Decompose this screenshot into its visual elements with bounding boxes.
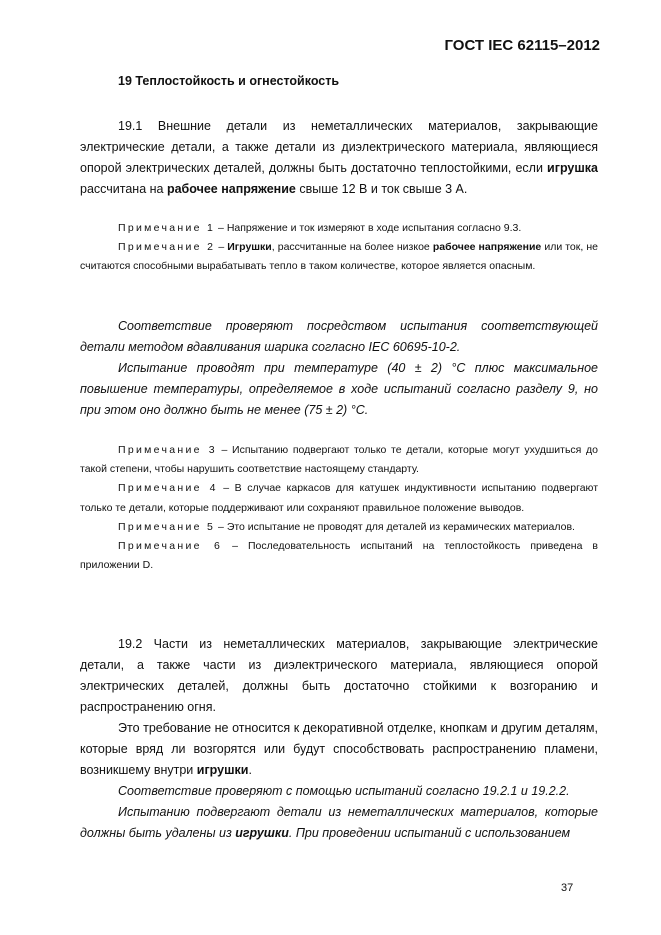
note-5: Примечание 5 – Это испытание не проводят для деталей из керамических материалов.	[118, 520, 575, 533]
notes-block-b	[80, 441, 598, 575]
note-6: Примечание 6 – Последовательность испытаний на теплостойкость приведена в приложении D.	[80, 540, 598, 572]
clause-19-1	[80, 116, 598, 200]
compliance-block-a	[80, 316, 598, 421]
exclusion-text: Это требование не относится к декоративной отделке, кнопкам и другим деталям, которые вряд ли возгорятся или будут способствовать распространению пламени, возникшему внутри игрушки.	[80, 721, 598, 777]
section-title: 19 Теплостойкость и огнестойкость	[118, 74, 340, 88]
clause-19-2-text: 19.2 Части из неметаллических материалов, закрывающие электрические детали, а также части из диэлектрического материала, являющиеся опорой электрических деталей, должны быть достаточно стойкими к возгоранию и распространению огня.	[80, 637, 598, 714]
compliance-text-1: Соответствие проверяют посредством испытания соответствующей детали методом вдавливания шарика согласно IEC 60695-10-2.	[80, 319, 598, 354]
notes-block-a	[80, 219, 598, 277]
note-4: Примечание 4 – В случае каркасов для катушек индуктивности испытанию подвергают только те детали, которые поддерживают или сохраняют правильное положение выводов.	[80, 482, 599, 514]
note-3: Примечание 3 – Испытанию подвергают только те детали, которые могут ухудшиться до такой степени, чтобы нарушить соответствие настоящему стандарту.	[80, 444, 599, 476]
clause-19-1-text: 19.1 Внешние детали из неметаллических материалов, закрывающие электрические детали, а также детали из диэлектрического материала, являющиеся опорой электрических деталей, должны быть достаточно теплостойкими, если игрушка рассчитана на рабочее напряжение свыше 12 В и ток свыше 3 А.	[80, 119, 598, 196]
test-text: Испытанию подвергают детали из неметаллических материалов, которые должны быть удалены из игрушки. При проведении испытаний с использованием	[80, 805, 598, 840]
standard-header: ГОСТ IEC 62115–2012	[444, 37, 600, 54]
compliance-text-3: Соответствие проверяют с помощью испытаний согласно 19.2.1 и 19.2.2.	[118, 784, 570, 798]
note-2: Примечание 2 – Игрушки, рассчитанные на более низкое рабочее напряжение или ток, не считаются способными вырабатывать тепло в таком количестве, которое является опасным.	[80, 241, 598, 273]
note-1: Примечание 1 – Напряжение и ток измеряют в ходе испытания согласно 9.3.	[118, 222, 522, 234]
compliance-text-2: Испытание проводят при температуре (40 ± 2) °С плюс максимальное повышение температуры, определяемое в ходе испытаний согласно разделу 9, но при этом оно должно быть не менее (75 ± 2) °С.	[80, 361, 598, 417]
clause-19-2	[80, 634, 598, 844]
page-number: 37	[561, 882, 574, 894]
